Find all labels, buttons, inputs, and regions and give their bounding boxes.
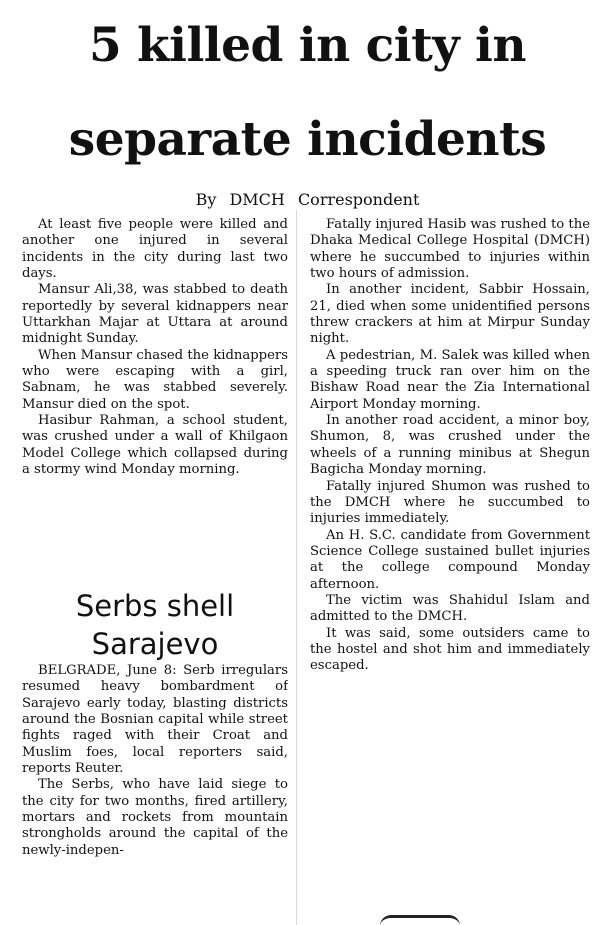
column-divider bbox=[296, 210, 297, 925]
sub-headline-line-1: Serbs shell bbox=[75, 589, 235, 623]
right-column bbox=[310, 217, 590, 917]
article-paragraph: Fatally injured Hasib was rushed to the Dhaka Medical College Hospital (DMCH) where he succumbed to injuries within two hours of admission. bbox=[310, 217, 590, 282]
article-paragraph: In another road accident, a minor boy, Shumon, 8, was crushed under the wheels of a running minibus at Shegun Bagicha Monday morning. bbox=[310, 413, 590, 478]
sub-story-paragraph: BELGRADE, June 8: Serb irregulars resumed heavy bombardment of Sarajevo early today, blasting districts around the Bosnian capital while street fights raged with their Croat and Muslim foes, local reporters said, reports Reuter. bbox=[22, 663, 288, 777]
sub-story-paragraph: The Serbs, who have laid siege to the city for two months, fired artillery, mortars and rockets from mountain strongholds around the capital of the newly-indepen- bbox=[22, 777, 288, 858]
article-paragraph: An H. S.C. candidate from Government Science College sustained bullet injuries at the college compound Monday afternoon. bbox=[310, 527, 590, 592]
article-paragraph: In another incident, Sabbir Hossain, 21, died when some unidentified persons threw crackers at him at Mirpur Sunday night. bbox=[310, 282, 590, 347]
sub-headline-line-2: Sarajevo bbox=[91, 627, 219, 661]
article-paragraph: At least five people were killed and another one injured in several incidents in the city during last two days. bbox=[22, 217, 288, 282]
byline: By DMCH Correspondent bbox=[195, 190, 420, 209]
article-paragraph: The victim was Shahidul Islam and admitted to the DMCH. bbox=[310, 592, 590, 625]
headline-line-2: separate incidents bbox=[68, 112, 547, 167]
article-paragraph: Mansur Ali,38, was stabbed to death reportedly by several kidnappers near Uttarkhan Majar at Uttara at around midnight Sunday. bbox=[22, 282, 288, 347]
article-paragraph: When Mansur chased the kidnappers who were escaping with a girl, Sabnam, he was stabbed severely. Mansur died on the spot. bbox=[22, 347, 288, 412]
article-paragraph: It was said, some outsiders came to the hostel and shot him and immediately escaped. bbox=[310, 625, 590, 674]
article-paragraph: A pedestrian, M. Salek was killed when a speeding truck ran over him on the Bishaw Road near the Zia International Airport Monday morning. bbox=[310, 347, 590, 412]
left-column bbox=[22, 217, 288, 587]
cropped-next-headline bbox=[380, 915, 460, 925]
headline-line-1: 5 killed in city in bbox=[88, 18, 527, 73]
article-paragraph: Fatally injured Shumon was rushed to the DMCH where he succumbed to injuries immediately. bbox=[310, 478, 590, 527]
article-paragraph: Hasibur Rahman, a school student, was crushed under a wall of Khilgaon Model College which collapsed during a stormy wind Monday morning. bbox=[22, 413, 288, 478]
sub-story-column bbox=[22, 663, 288, 925]
